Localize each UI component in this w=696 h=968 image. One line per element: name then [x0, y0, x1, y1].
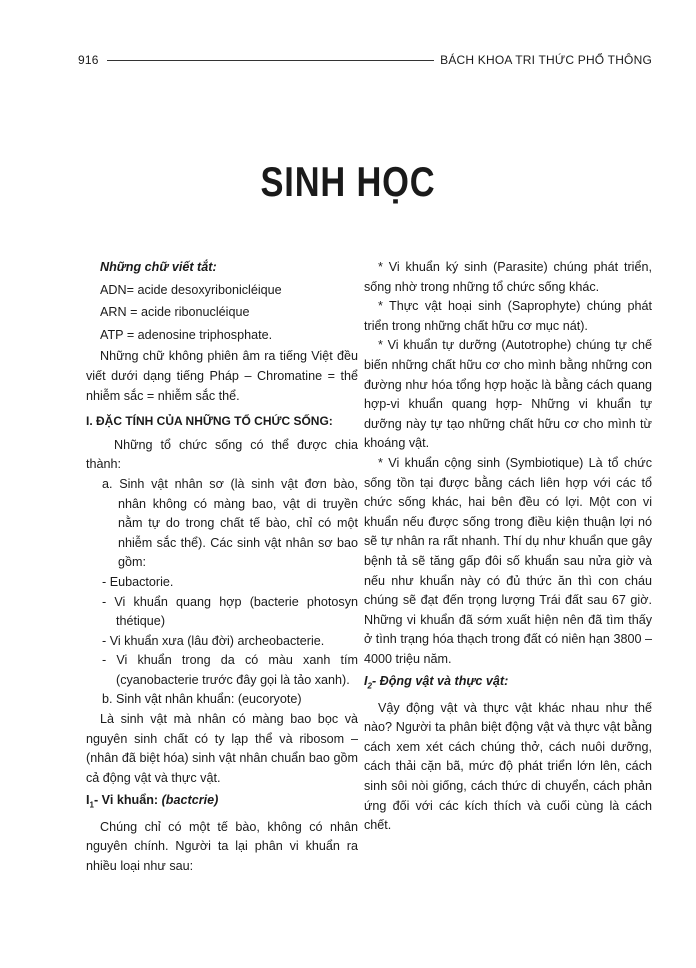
abbreviation-item: ADN= acide desoxyribonicléique [100, 282, 282, 297]
paragraph: * Thực vật hoại sinh (Saprophyte) chúng phát triển trong những chất hữu cơ mục nát). [364, 299, 652, 333]
page-number: 916 [78, 53, 99, 67]
abbreviations-heading: Những chữ viết tắt: [100, 260, 217, 274]
header-rule [107, 60, 434, 61]
section-intro: Những tổ chức sống có thể được chia thành: [86, 437, 358, 472]
organism-list [102, 475, 358, 710]
list-item: - Vi khuẩn trong da có màu xanh tím (cyanobacterie trước đây gọi là tảo xanh). [102, 653, 358, 687]
running-header [78, 50, 652, 70]
paragraph: * Vi khuẩn cộng sinh (Symbiotique) Là tổ chức sống tồn tại được bằng cách liên hợp với các tổ chức sống khác, hai bên đều có lợi. Một con vi khuẩn nếu được sống trong điều kiện thuận lợi nó sẽ tự nhân ra rất nhanh. Thí dụ như khuẩn que gây bệnh tả sẽ tăng gấp đôi số khuẩn sau nửa giờ và nếu như khuẩn này có đủ thức ăn thì con cháu chúng sẽ đạt đến trọng lượng Trái đất sau 67 giờ. Những vi khuẩn đã sớm xuất hiện nên đã tìm thấy ở tình trạng hóa thạch trong đất có niên hạn 3800 – 4000 triệu năm. [364, 455, 652, 666]
list-item: - Eubactorie. [102, 574, 174, 589]
chapter-title: SINH HỌC [260, 158, 436, 205]
list-item: - Vi khuẩn quang hợp (bacterie photosyn thétique) [102, 594, 358, 629]
eukaryote-description: Là sinh vật mà nhân có màng bao bọc và nguyên sinh chất có ty lạp thể và ribosom – (nhân đã biệt hóa) sinh vật nhân chuẩn bao gồm cả động vật và thực vật. [86, 712, 358, 785]
paragraph: * Vi khuẩn tự dưỡng (Autotrophe) chúng tự chế biến những chất hữu cơ cho mình bằng những con đường như hóa tổng hợp hoặc là bằng cách quang hợp-vi khuẩn quang hợp- Những vi khuẩn tự dưỡng này tự tạo những chất hữu cơ cho mình từ khoáng vật. [364, 338, 652, 451]
paragraph: * Vi khuẩn ký sinh (Parasite) chúng phát triển, sống nhờ trong những tổ chức sống khác. [364, 260, 652, 294]
book-title: BÁCH KHOA TRI THỨC PHỔ THÔNG [440, 53, 652, 67]
list-item: - Vi khuẩn xưa (lâu đời) archeobacterie. [102, 633, 325, 648]
section-heading: I. ĐẶC TÍNH CỦA NHỮNG TỔ CHỨC SỐNG: [86, 414, 333, 429]
subsection-heading: $I_1-$ Vi khuẩn: (bactcrie) [86, 793, 219, 810]
language-note: Những chữ không phiên âm ra tiếng Việt đều viết dưới dạng tiếng Pháp – Chromatine = thể nhiễm sắc = nhiễm sắc thể. [86, 349, 358, 403]
subsection-heading: $I_2-$ Động vật và thực vật: [364, 674, 509, 691]
abbreviation-item: ARN = acide ribonucléique [100, 305, 250, 320]
bacteria-text: Chúng chỉ có một tế bào, không có nhân nguyên chính. Người ta lại phân vi khuẩn ra nhiều loại như sau: [86, 819, 358, 873]
abbreviation-item: ATP = adenosine triphosphate. [100, 327, 273, 342]
animals-plants-text: Vậy động vật và thực vật khác nhau như thế nào? Người ta phân biệt động vật và thực vật bằng cách xem xét cách chúng thở, cách nuôi dưỡng, cách thải cặn bã, mức độ phát triển lớn lên, cách sinh sôi nòi giống, cách thức di chuyển, cách phản ứng đối với các kích thích và cuối cùng là cách chết. [364, 700, 652, 833]
list-item-a: a. Sinh vật nhân sơ (là sinh vật đơn bào, nhân không có màng bao, vật di truyền nằm tự do trong chất tế bào, chỉ có một nhiễm sắc thể). Các sinh vật nhân sơ bao gồm: [102, 476, 358, 570]
right-column [364, 258, 652, 836]
list-item-b: b. Sinh vật nhân khuẩn: (eucoryote) [102, 692, 302, 707]
left-column [86, 258, 358, 876]
